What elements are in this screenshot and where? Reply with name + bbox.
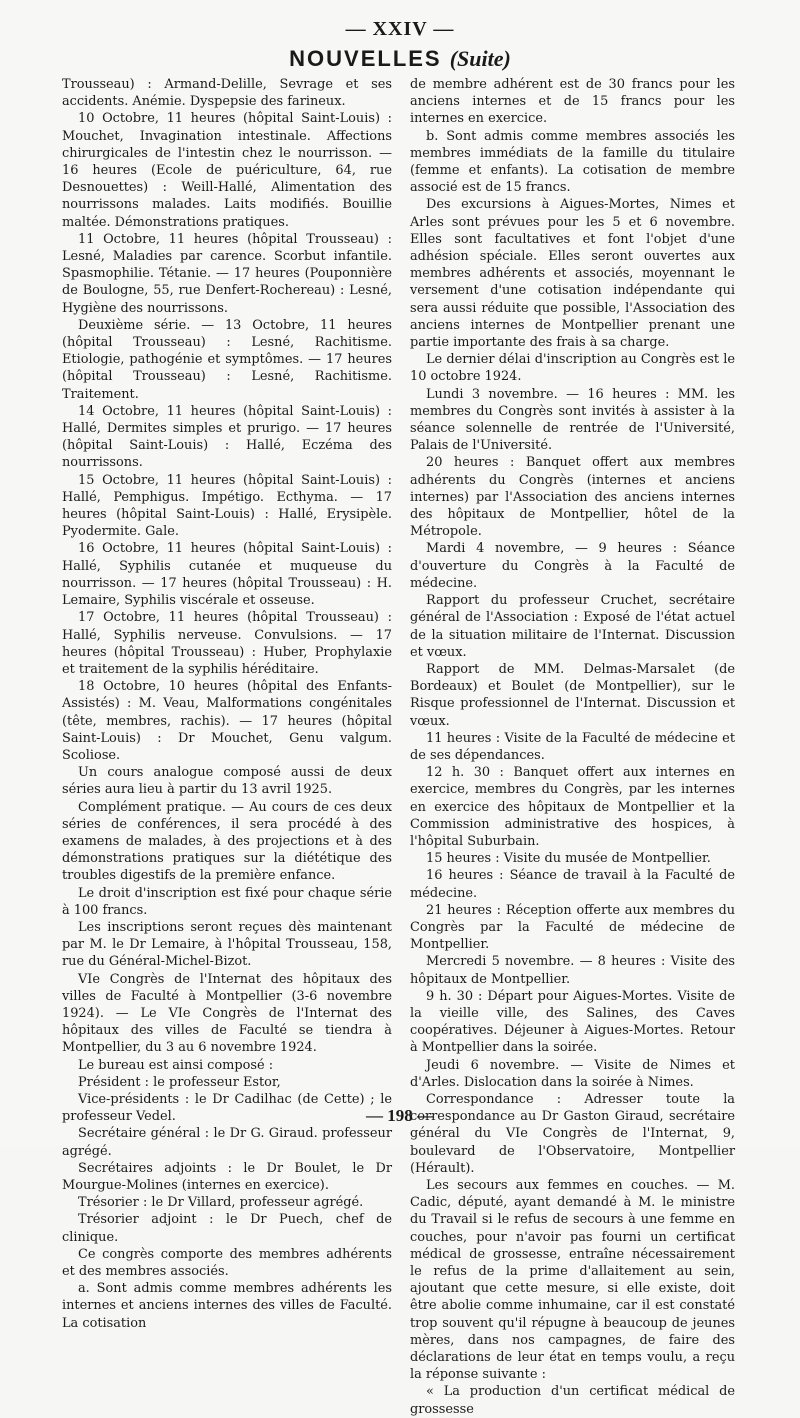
paragraph: Un cours analogue composé aussi de deux séries aura lieu à partir du 13 avril 1925. <box>62 765 392 798</box>
schedule-item: 9 h. 30 : Départ pour Aigues-Mortes. Visite de la vieille ville, des Salines, des Caves coopératives. Déjeuner à Aigues-Mortes. Retour à Montpellier dans la soirée. <box>410 988 735 1056</box>
paragraph: Correspondance : Adresser toute la correspondance au Dr Gaston Giraud, secrétaire général du VIe Congrès de l'Internat, 9, boulevard de l'Observatoire, Montpellier (Hérault). <box>410 1091 735 1176</box>
paragraph: Le bureau est ainsi composé : <box>78 1057 274 1073</box>
schedule-item: Mardi 4 novembre, — 9 heures : Séance d'ouverture du Congrès à la Faculté de médecine. <box>410 541 735 591</box>
bureau-member: Secrétaires adjoints : le Dr Boulet, le Dr Mourgue-Molines (internes en exercice). <box>62 1160 392 1193</box>
paragraph: 17 Octobre, 11 heures (hôpital Trousseau) : Hallé, Syphilis nerveuse. Convulsions. — 17 heures (hôpital Trousseau) : Huber, Prophylaxie et traitement de la syphilis héréditaire. <box>62 610 392 677</box>
paragraph: Complément pratique. — Au cours de ces deux séries de conférences, il sera procédé à des examens de malades, à des projections et à des démonstrations pratiques sur la diététique des troubles digestifs de la première enfance. <box>62 799 392 884</box>
schedule-item: 15 heures : Visite du musée de Montpellier. <box>426 851 711 867</box>
paragraph: 10 Octobre, 11 heures (hôpital Saint-Louis) : Mouchet, Invagination intestinale. Affections chirurgicales de l'intestin chez le nourrisson. — 16 heures (Ecole de puériculture, 64, rue Desnouettes) : Weill-Hallé, Alimentation des nourrissons malades. Laits modifiés. Bouillie maltée. Démonstrations pratiques. <box>62 111 392 230</box>
schedule-item: 16 heures : Séance de travail à la Faculté de médecine. <box>410 868 735 901</box>
schedule-item: Rapport du professeur Cruchet, secrétaire général de l'Association : Exposé de l'état actuel de la situation militaire de l'Internat. Discussion et vœux. <box>410 593 735 660</box>
paragraph: Le dernier délai d'inscription au Congrès est le 10 octobre 1924. <box>410 352 735 385</box>
bureau-member: Trésorier adjoint : le Dr Puech, chef de clinique. <box>62 1212 392 1245</box>
paragraph: « La production d'un certificat médical de grossesse <box>410 1384 735 1417</box>
paragraph: Trousseau) : Armand-Delille, Sevrage et ses accidents. Anémie. Dyspepsie des farineux. <box>62 77 392 110</box>
bureau-member: Vice-présidents : le Dr Cadilhac (de Cette) ; le professeur Vedel. <box>62 1091 392 1125</box>
schedule-item: Jeudi 6 novembre. — Visite de Nimes et d'Arles. Dislocation dans la soirée à Nimes. <box>410 1057 735 1090</box>
schedule-item: 12 h. 30 : Banquet offert aux internes en exercice, membres du Congrès, par les internes en exercice des hôpitaux de Montpellier et la Commission administrative des hospices, à l'hôpital Suburbain. <box>410 765 735 849</box>
page-header-roman: — XXIV — <box>345 18 455 40</box>
schedule-item: 20 heures : Banquet offert aux membres adhérents du Congrès (internes et anciens internes) par l'Association des anciens internes des hôpitaux de Montpellier, hôtel de la Métropole. <box>410 455 735 540</box>
paragraph: 18 Octobre, 10 heures (hôpital des Enfants-Assistés) : M. Veau, Malformations congénitales (tête, membres, rachis). — 17 heures (hôpital Saint-Louis) : Dr Mouchet, Genu valgum. Scoliose. <box>62 679 392 763</box>
schedule-item: Lundi 3 novembre. — 16 heures : MM. les membres du Congrès sont invités à assister à la séance solennelle de rentrée de l'Université, Palais de l'Université. <box>410 386 735 454</box>
congress-heading-paragraph: VIe Congrès de l'Internat des hôpitaux des villes de Faculté à Montpellier (3-6 novembre 1924). — Le VIe Congrès de l'Internat des hôpitaux des villes de Faculté se tiendra à Montpellier, du 3 au 6 novembre 1924. <box>62 971 392 1056</box>
paragraph: de membre adhérent est de 30 francs pour les anciens internes et de 15 francs pour les internes en exercice. <box>410 77 735 127</box>
paragraph: Le droit d'inscription est fixé pour chaque série à 100 francs. <box>62 885 392 918</box>
paragraph: Les inscriptions seront reçues dès maintenant par M. le Dr Lemaire, à l'hôpital Trousseau, 158, rue du Général-Michel-Bizot. <box>62 919 392 970</box>
paragraph: 15 Octobre, 11 heures (hôpital Saint-Louis) : Hallé, Pemphigus. Impétigo. Ecthyma. — 17 heures (hôpital Saint-Louis) : Hallé, Erysipèle. Pyodermite. Gale. <box>62 472 392 540</box>
paragraph: 11 Octobre, 11 heures (hôpital Trousseau) : Lesné, Maladies par carence. Scorbut infantile. Spasmophilie. Tétanie. — 17 heures (Pouponnière de Boulogne, 55, rue Denfert-Rochereau) : Lesné, Hygiène des nourrissons. <box>62 231 392 316</box>
paragraph: Des excursions à Aigues-Mortes, Nimes et Arles sont prévues pour les 5 et 6 novembre. Elles sont facultatives et font l'objet d'une adhésion spéciale. Elles seront ouvertes aux membres adhérents et associés, moyennant le versement d'une cotisation indépendante qui sera aussi réduite que possible, l'Association des anciens internes de Montpellier prenant une partie importante des frais à sa charge. <box>410 197 735 351</box>
paragraph: b. Sont admis comme membres associés les membres immédiats de la famille du titulaire (femme et enfants). La cotisation de membre associé est de 15 francs. <box>410 128 735 196</box>
paragraph: Deuxième série. — 13 Octobre, 11 heures (hôpital Trousseau) : Lesné, Rachitisme. Etiologie, pathogénie et symptômes. — 17 heures (hôpital Trousseau) : Lesné, Rachitisme. Traitement. <box>62 317 392 402</box>
section-title-suffix: (Suite) <box>449 46 511 71</box>
section-title <box>0 46 800 72</box>
page-number: — 198 — <box>366 1106 434 1125</box>
paragraph: 14 Octobre, 11 heures (hôpital Saint-Louis) : Hallé, Dermites simples et prurigo. — 17 heures (hôpital Saint-Louis) : Hallé, Eczéma des nourrissons. <box>62 403 392 471</box>
right-column <box>410 76 735 1418</box>
schedule-item: Mercredi 5 novembre. — 8 heures : Visite des hôpitaux de Montpellier. <box>410 954 735 987</box>
bureau-member: Secrétaire général : le Dr G. Giraud. professeur agrégé. <box>62 1126 392 1159</box>
schedule-item: Rapport de MM. Delmas-Marsalet (de Bordeaux) et Boulet (de Montpellier), sur le Risque professionnel de l'Internat. Discussion et vœux. <box>410 661 735 729</box>
paragraph: Ce congrès comporte des membres adhérents et des membres associés. <box>62 1246 392 1280</box>
paragraph: 16 Octobre, 11 heures (hôpital Saint-Louis) : Hallé, Syphilis cutanée et muqueuse du nourrisson. — 17 heures (hôpital Trousseau) : H. Lemaire, Syphilis viscérale et osseuse. <box>62 541 392 609</box>
bureau-member: Trésorier : le Dr Villard, professeur agrégé. <box>78 1195 364 1211</box>
secours-heading-paragraph: Les secours aux femmes en couches. — M. Cadic, député, ayant demandé à M. le ministre du Travail si le refus de secours à une femme en couches, pour n'avoir pas fourni un certificat médical de grossesse, entraîne nécessairement le refus de la prime d'allaitement au sein, ajoutant que cette mesure, si elle existe, doit être abolie comme inhumaine, car il est constaté trop souvent qu'il répugne à beaucoup de jeunes mères, dans nos campagnes, de faire des déclarations de leur état en temps voulu, a reçu la réponse suivante : <box>410 1178 735 1383</box>
bureau-member: Président : le professeur Estor, <box>78 1074 281 1090</box>
schedule-item: 11 heures : Visite de la Faculté de médecine et de ses dépendances. <box>410 730 735 763</box>
paragraph: a. Sont admis comme membres adhérents les internes et anciens internes des villes de Faculté. La cotisation <box>62 1281 392 1331</box>
section-title-text: NOUVELLES <box>289 46 442 71</box>
left-column <box>62 76 392 1332</box>
schedule-item: 21 heures : Réception offerte aux membres du Congrès par la Faculté de médecine de Montpellier. <box>410 902 735 953</box>
